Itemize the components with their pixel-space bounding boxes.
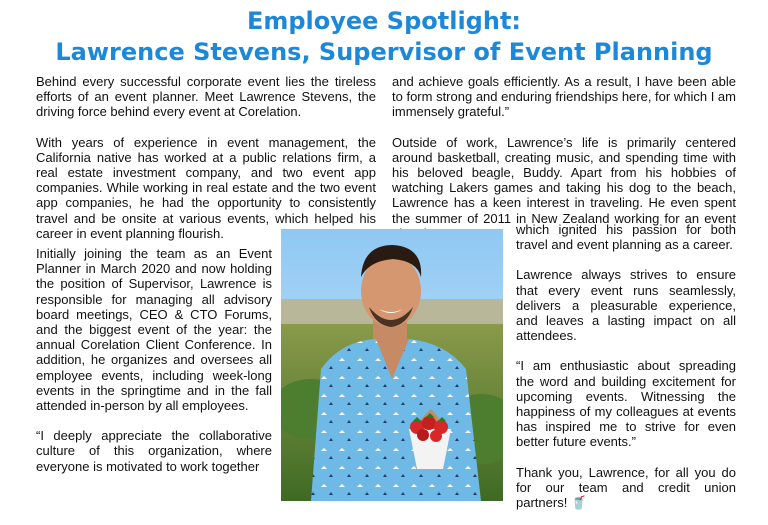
page-subtitle: Lawrence Stevens, Supervisor of Event Planning	[55, 38, 713, 66]
intro-paragraph: Behind every successful corporate event lies the tireless efforts of an event planner. Meet Lawrence Stevens, the driving force behind every event at Corelation.	[36, 74, 376, 120]
goals-paragraph: Lawrence always strives to ensure that every event runs seamlessly, delivers a pleasurable experience, and leaves a lasting impact on all attendees.	[516, 267, 736, 344]
right-column-bottom	[516, 222, 736, 525]
page-title: Employee Spotlight:	[246, 7, 522, 35]
hobbies-paragraph: Outside of work, Lawrence’s life is primarily centered around basketball, creating music, and spending time with his beloved beagle, Buddy. Apart from his hobbies of watching Lakers games and taking his dog to the beach, Lawrence has a keen interest in traveling. He even spent the summer of 2011 in New Zealand working for an event	[392, 134, 736, 226]
quote-paragraph-2: “I am enthusiastic about spreading the word and building excitement for upcoming events. Witnessing the happiness of my colleagues at events has inspired me to strive for even better future events.”	[516, 358, 736, 450]
quote-paragraph-start: “I deeply appreciate the collaborative culture of this organization, where everyone is motivated to work together	[36, 428, 272, 474]
thanks-paragraph: Thank you, Lawrence, for all you do for our team and credit union partners! 🥤	[516, 464, 736, 511]
left-column-bottom	[36, 246, 272, 489]
role-paragraph: Initially joining the team as an Event Planner in March 2020 and now holding the position of Supervisor, Lawrence is responsible for managing all advisory board meetings, CEO & CTO Forums, and the biggest event of the year: the annual Corelation Client Conference. In addition, he organizes and oversees all employee events, including week-long events in the springtime and in the fall attended in-person by all employees.	[36, 246, 272, 414]
right-column-top	[392, 74, 736, 241]
hobbies-paragraph-end: which ignited his passion for both travel and event planning as a career.	[516, 222, 736, 253]
employee-photo	[281, 229, 503, 501]
quote-paragraph-end: and achieve goals efficiently. As a result, I have been able to form strong and enduring friendships here, for which I am immensely grateful.”	[392, 74, 736, 120]
experience-paragraph: With years of experience in event management, the California native has worked at a public relations firm, a real estate investment company, and two event app companies. While working in real estate and the two event app companies, he had the opportunity to consistently travel and be onsite at various events, which helped his career in event planning flourish.	[36, 134, 376, 241]
